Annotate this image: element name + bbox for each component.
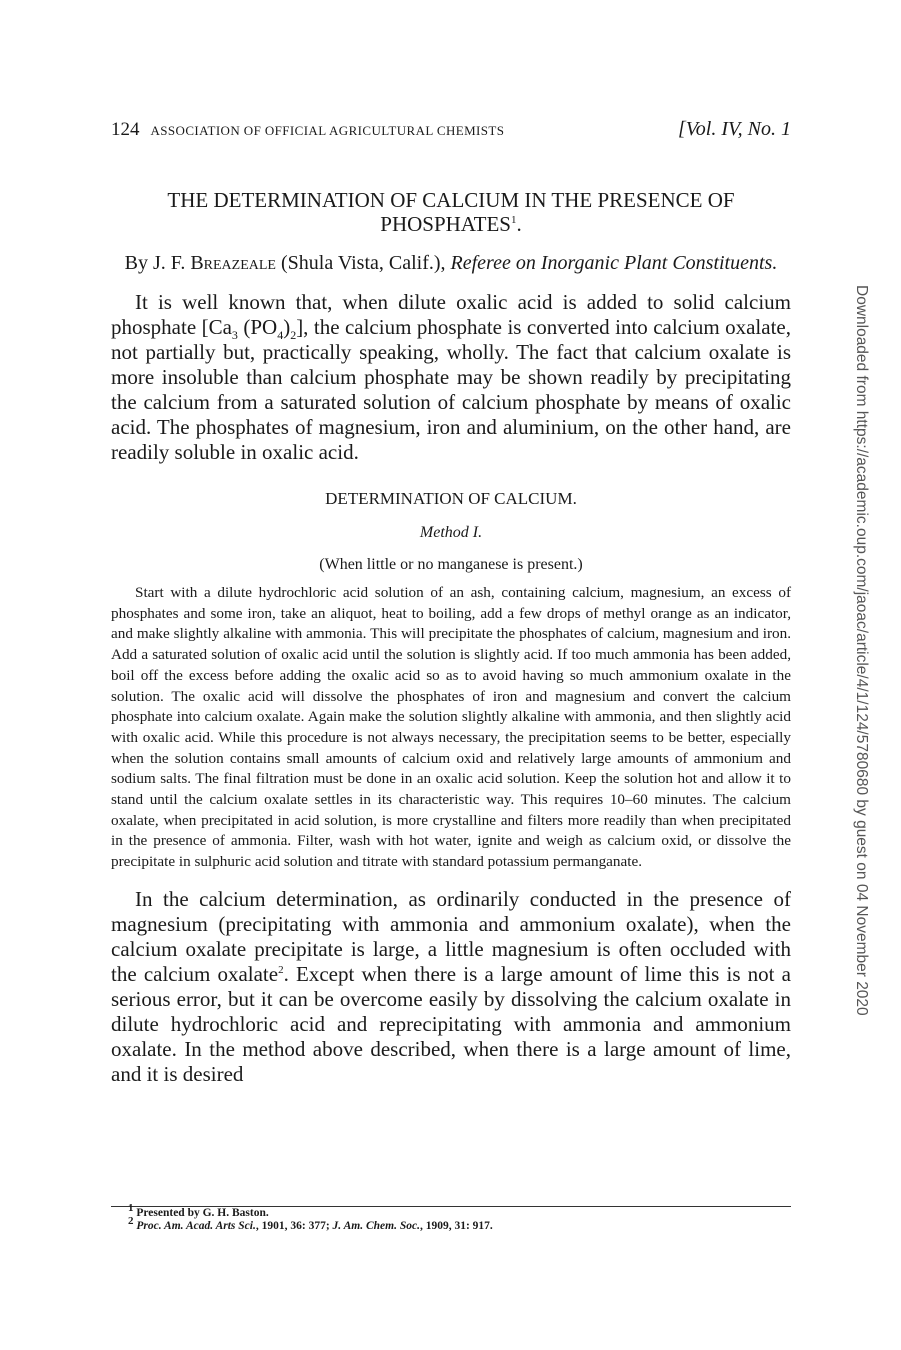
- title-line-1: THE DETERMINATION OF CALCIUM IN THE PRESENCE OF: [167, 188, 735, 212]
- intro-text-4: ], the calcium phosphate is converted into calcium oxalate, not partially but, practically speaking, wholly. The fact that calcium oxalate is more insoluble than calcium phosphate may be shown readily by precipitating the calcium from a saturated solution of calcium phosphate by means of oxalic acid. The phosphates of magnesium, iron and aluminium, on the other hand, are readily soluble in oxalic acid.: [111, 315, 791, 464]
- volume-issue: [Vol. IV, No. 1: [678, 118, 791, 140]
- author-role: Referee on Inorganic Plant Constituents.: [450, 252, 778, 274]
- method-heading: Method I.: [419, 524, 483, 541]
- title-period: .: [516, 212, 522, 236]
- intro-text-2: (PO: [237, 315, 278, 339]
- title-footnote-mark[interactable]: 1: [510, 214, 517, 226]
- journal-name: ASSOCIATION OF OFFICIAL AGRICULTURAL CHEMISTS: [150, 123, 505, 138]
- page-content: [111, 118, 791, 1087]
- title-line-2: [111, 212, 791, 236]
- footnotes: [111, 1202, 791, 1233]
- footnote-2-volume-1: 36: [290, 1220, 302, 1232]
- watermark-text[interactable]: Downloaded from https://academic.oup.com/jaoac/article/4/1/124/5780680 by guest on 04 November 2020: [853, 285, 870, 1016]
- footnote-2-year-2: , 1909,: [419, 1220, 455, 1232]
- subscript-4: 4: [277, 328, 284, 343]
- method-note: (When little or no manganese is present.): [319, 556, 583, 573]
- byline-by: By J. F.: [124, 252, 191, 274]
- section-heading: DETERMINATION OF CALCIUM.: [325, 489, 577, 508]
- footnote-2-page-1: : 377;: [301, 1220, 333, 1232]
- author-surname: Breazeale: [190, 252, 276, 274]
- subscript-2: 2: [290, 328, 297, 343]
- discussion-text-1: In the calcium determination, as ordinarily conducted in the presence of magnesium (precipitating with ammonia and ammonium oxalate), when the calcium oxalate precipitate is large, a little magnesium is often occluded with the calcium oxalate: [111, 886, 791, 986]
- footnote-2-source-1: Proc. Am. Acad. Arts Sci.: [133, 1220, 256, 1232]
- intro-paragraph: [111, 290, 791, 465]
- intro-text-1: It is well known that, when dilute oxalic acid is added to solid calcium phosphate [Ca: [111, 290, 791, 339]
- procedure-paragraph: Start with a dilute hydrochloric acid solution of an ash, containing calcium, magnesium, an excess of phosphates and some iron, take an aliquot, heat to boiling, add a few drops of methyl orange as an indicator, and make slightly alkaline with ammonia. This will precipitate the phosphates of calcium, magnesium and iron. Add a saturated solution of oxalic acid until the solution is slightly acid. If too much ammonia has been added, boil off the excess before adding the oxalic acid so as to avoid having so much ammonium oxalate in the solution. The oxalic acid will dissolve the phosphates of iron and magnesium and convert the calcium phosphate into calcium oxalate. Again make the solution slightly alkaline with ammonia, and then slightly acid with oxalic acid. While this procedure is not always necessary, the precipitation seems to be better, especially when the solution contains small amounts of calcium oxid and relatively large amounts of ammonium and sodium salts. The final filtration must be done in an oxalic acid solution. Keep the solution hot and allow it to stand until the calcium oxalate settles in its characteristic way. This requires 10–60 minutes. The calcium oxalate, when precipitated in acid solution, is more crystalline and filters more readily than when precipitated in the presence of ammonia. Filter, wash with hot water, ignite and weigh as calcium oxid, or dissolve the precipitate in sulphuric acid solution and titrate with standard potassium permanganate.: [111, 584, 791, 871]
- footnote-2-year-1: , 1901,: [255, 1220, 291, 1232]
- discussion-paragraph: [111, 887, 791, 1087]
- discussion-text-2: . Except when there is a large amount of lime this is not a serious error, but it can be overcome easily by dissolving the calcium oxalate in dilute hydrochloric acid and reprecipitating with ammonia and ammonium oxalate. In the method above described, when there is a large amount of lime, and it is desired: [111, 961, 791, 1086]
- author-location: (Shula Vista, Calif.),: [276, 252, 451, 274]
- page-number: 124: [111, 119, 140, 140]
- download-watermark: [849, 285, 873, 1085]
- byline: [111, 251, 791, 276]
- footnote-2-source-2: J. Am. Chem. Soc.: [332, 1220, 420, 1232]
- footnote-1: [111, 1202, 791, 1220]
- article-title: [111, 188, 791, 236]
- footnote-2-mark: 2: [128, 1215, 134, 1228]
- intro-text-3: ): [283, 315, 291, 339]
- footnote-ref-2[interactable]: 2: [278, 963, 284, 976]
- subscript-3: 3: [231, 328, 238, 343]
- footnote-2: [111, 1215, 791, 1233]
- title-text: PHOSPHATES: [380, 212, 511, 236]
- footnote-1-text: Presented by G. H. Baston.: [133, 1207, 269, 1219]
- footnote-1-mark: 1: [128, 1202, 134, 1215]
- footnote-2-page-2: : 917.: [465, 1220, 493, 1232]
- running-head: [111, 118, 791, 152]
- footnote-2-volume-2: 31: [454, 1220, 466, 1232]
